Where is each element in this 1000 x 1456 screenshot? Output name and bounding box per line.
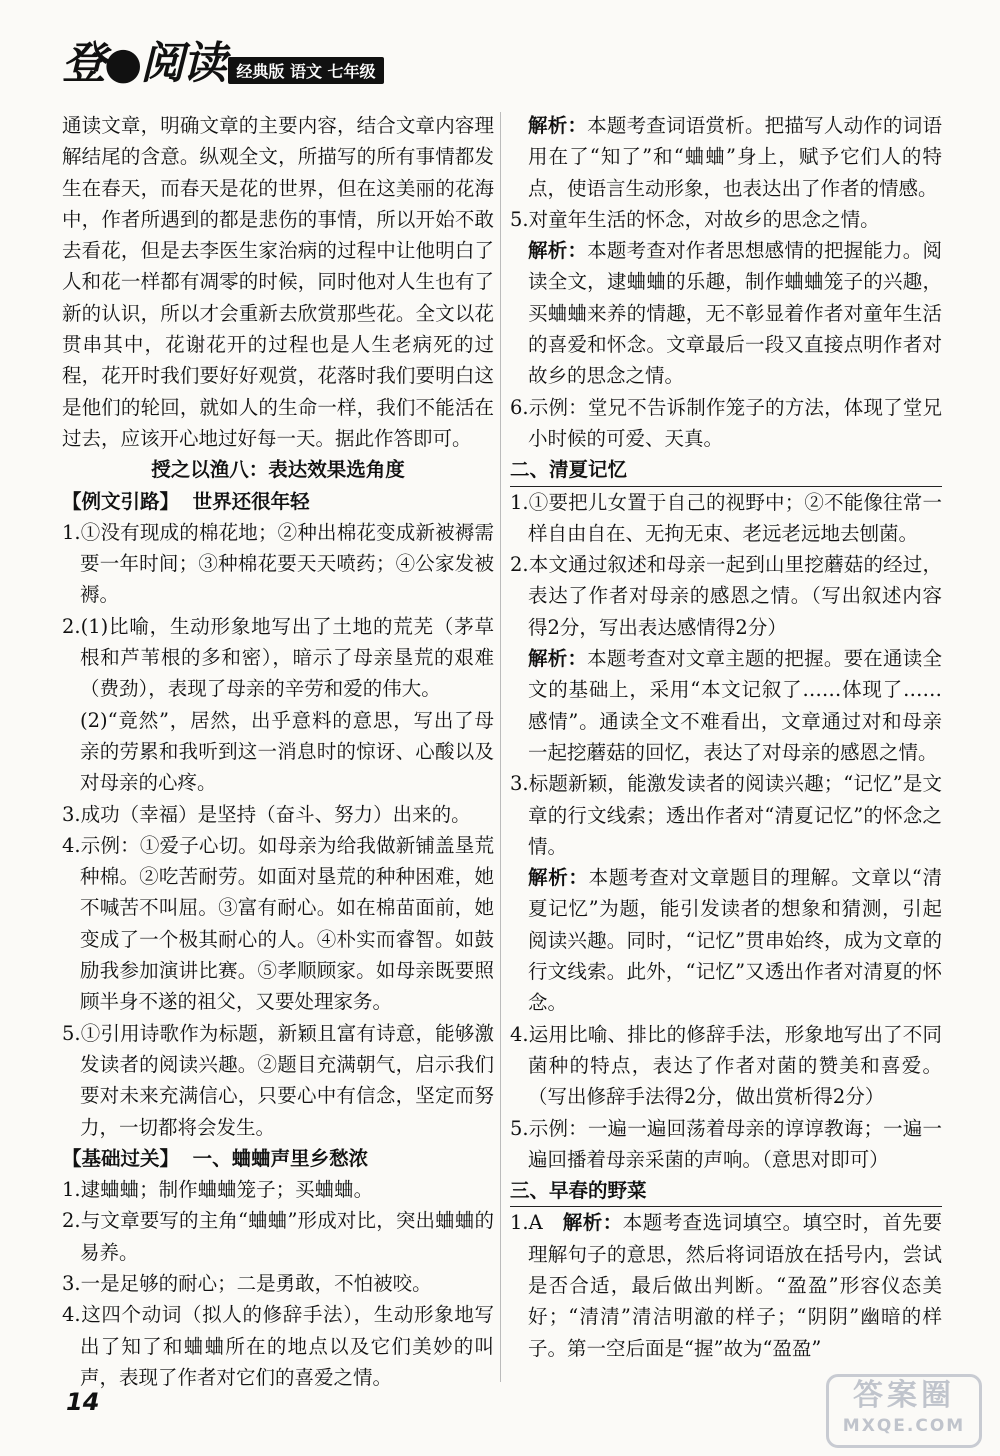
list-item: 4.这四个动词（拟人的修辞手法），生动形象地写出了知了和蛐蛐所在的地点以及它们美妙的叫声，表现了作者对它们的喜爱之情。	[62, 1303, 494, 1389]
analysis-label: 解析：	[528, 239, 588, 263]
brand-logo: 登●阅读	[62, 38, 225, 89]
list-item: 2.本文通过叙述和母亲一起到山里挖蘑菇的经过，表达了作者对母亲的感恩之情。（写出叙述内容得2分，写出表达感情得2分）	[510, 553, 942, 639]
list-item: 1.①没有现成的棉花地；②种出棉花变成新被褥需要一年时间；③种棉花要天天喷药；④公家发被褥。	[62, 520, 494, 607]
analysis-paragraph	[510, 643, 942, 768]
analysis-label: 解析：	[528, 647, 588, 671]
watermark-logo	[826, 1374, 982, 1448]
intro-paragraph: 通读文章，明确文章的主要内容，结合文章内容理解结尾的含意。纵观全文，所描写的所有事情都发生在春天，而春天是花的世界，但在这美丽的花海中，作者所遇到的都是悲伤的事情，所以开始不敢去看花，但是去李医生家治病的过程中让他明白了人和花一样都有凋零的时候，同时他对人生也有了新的认识，所以才会重新去欣赏那些花。全文以花贯串其中，花谢花开的过程也是人生老病死的过程，花开时我们要好好观赏，花落时我们要明白这是他们的轮回，就如人的生命一样，我们不能活在过去，应该开心地过好每一天。据此作答即可。	[62, 114, 494, 450]
list-item: 4.运用比喻、排比的修辞手法，形象地写出了不同菌种的特点，表达了作者对菌的赞美和喜爱。（写出修辞手法得2分，做出赏析得2分）	[510, 1022, 942, 1109]
list-item: 1.逮蛐蛐；制作蛐蛐笼子；买蛐蛐。	[62, 1178, 374, 1202]
series-badge: 经典版 语文 七年级	[228, 57, 383, 84]
analysis-text: 本题考查选词填空。填空时，首先要理解句子的意思，然后将词语放在括号内，尝试是否合适，最后做出判断。“盈盈”形容仪态美好；“清清”清洁明澈的样子；“阴阴”幽暗的样子。第一空后面是“握”故为“盈盈”	[528, 1211, 942, 1360]
list-item: 2.(1)比喻，生动形象地写出了土地的荒芜（茅草根和芦苇根的多和密），暗示了母亲垦荒的艰难（费劲），表现了母亲的辛劳和爱的伟大。	[62, 614, 494, 701]
analysis-label: 解析：	[562, 1211, 623, 1235]
list-item: 5.对童年生活的怀念，对故乡的思念之情。	[510, 207, 880, 231]
list-item: 3.一是足够的耐心；二是勇敢，不怕被咬。	[62, 1271, 432, 1295]
analysis-label: 解析：	[528, 866, 589, 890]
analysis-text: 本题考查对作者思想感情的把握能力。阅读全文，逮蛐蛐的乐趣，制作蛐蛐笼子的兴趣，买蛐蛐来养的情趣，无不彰显着作者对童年生活的喜爱和怀念。文章最后一段又直接点明作者对故乡的思念之情。	[528, 239, 942, 388]
watermark-top: 答案圈	[853, 1378, 955, 1413]
analysis-text: 本题考查对文章题目的理解。文章以“清夏记忆”为题，能引发读者的想象和猜测，引起阅读兴趣。同时，“记忆”贯串始终，成为文章的行文线索。此外，“记忆”又透出作者对清夏的怀念。	[528, 866, 942, 1015]
watermark-bottom: MXQE.COM	[842, 1416, 966, 1436]
list-item: 6.示例：堂兄不告诉制作笼子的方法，体现了堂兄小时候的可爱、天真。	[510, 395, 942, 450]
example-title: 世界还很年轻	[192, 489, 310, 513]
list-item: 3.标题新颖，能激发读者的阅读兴趣；“记忆”是文章的行文线索；透出作者对“清夏记忆”的怀念之情。	[510, 772, 942, 858]
section-heading: 三、早春的野菜	[510, 1175, 942, 1207]
analysis-label: 解析：	[528, 114, 588, 137]
left-column	[62, 110, 494, 1393]
basic-label: 【基础过关】	[62, 1146, 180, 1170]
answer-choice: 1.A	[510, 1211, 543, 1235]
analysis-paragraph	[510, 110, 942, 204]
list-item: 2.与文章要写的主角“蛐蛐”形成对比，突出蛐蛐的易养。	[62, 1209, 494, 1264]
page-number: 14	[66, 1388, 100, 1416]
basic-heading	[62, 1143, 494, 1174]
analysis-text: 本题考查词语赏析。把描写人动作的词语用在了“知了”和“蛐蛐”身上，赋予它们人的特点，使语言生动形象，也表达出了作者的情感。	[528, 114, 942, 200]
section-title: 授之以渔八：表达效果选角度	[151, 458, 405, 482]
example-label: 【例文引路】	[62, 489, 180, 513]
list-item: 3.成功（幸福）是坚持（奋斗、努力）出来的。	[62, 802, 471, 826]
analysis-text: 本题考查对文章主题的把握。要在通读全文的基础上，采用“本文记叙了……体现了……感情”。通读全文不难看出，文章通过对和母亲一起挖蘑菇的回忆，表达了对母亲的感恩之情。	[528, 647, 942, 764]
list-item: 5.示例：一遍一遍回荡着母亲的谆谆教诲；一遍一遍回播着母亲采菌的声响。（意思对即可）	[510, 1116, 942, 1171]
list-item: (2)“竟然”，居然，出乎意料的意思，写出了母亲的劳累和我听到这一消息时的惊讶、心酸以及对母亲的心疼。	[80, 708, 494, 795]
list-item: 1.①要把儿女置于自己的视野中；②不能像往常一样自由自在、无拘无束、老远老远地去刨菌。	[510, 490, 942, 545]
page-header	[62, 38, 384, 89]
column-divider	[500, 112, 501, 1382]
analysis-paragraph	[510, 862, 942, 1018]
basic-title: 一、蛐蛐声里乡愁浓	[192, 1146, 369, 1170]
right-column	[510, 110, 942, 1364]
example-heading	[62, 486, 494, 517]
list-item	[510, 1207, 942, 1363]
list-item: 4.示例：①爱子心切。如母亲为给我做新铺盖垦荒种棉。②吃苦耐劳。如面对垦荒的种种困难，她不喊苦不叫屈。③富有耐心。如在棉苗面前，她变成了一个极其耐心的人。④朴实而睿智。如鼓励我参加演讲比赛。⑤孝顺顾家。如母亲既要照顾半身不遂的祖父，又要处理家务。	[62, 833, 494, 1014]
analysis-paragraph	[510, 235, 942, 391]
section-heading: 二、清夏记忆	[510, 454, 942, 486]
list-item: 5.①引用诗歌作为标题，新颖且富有诗意，能够激发读者的阅读兴趣。②题目充满朝气，启示我们要对未来充满信心，只要心中有信念，坚定而努力，一切都将会发生。	[62, 1021, 494, 1139]
